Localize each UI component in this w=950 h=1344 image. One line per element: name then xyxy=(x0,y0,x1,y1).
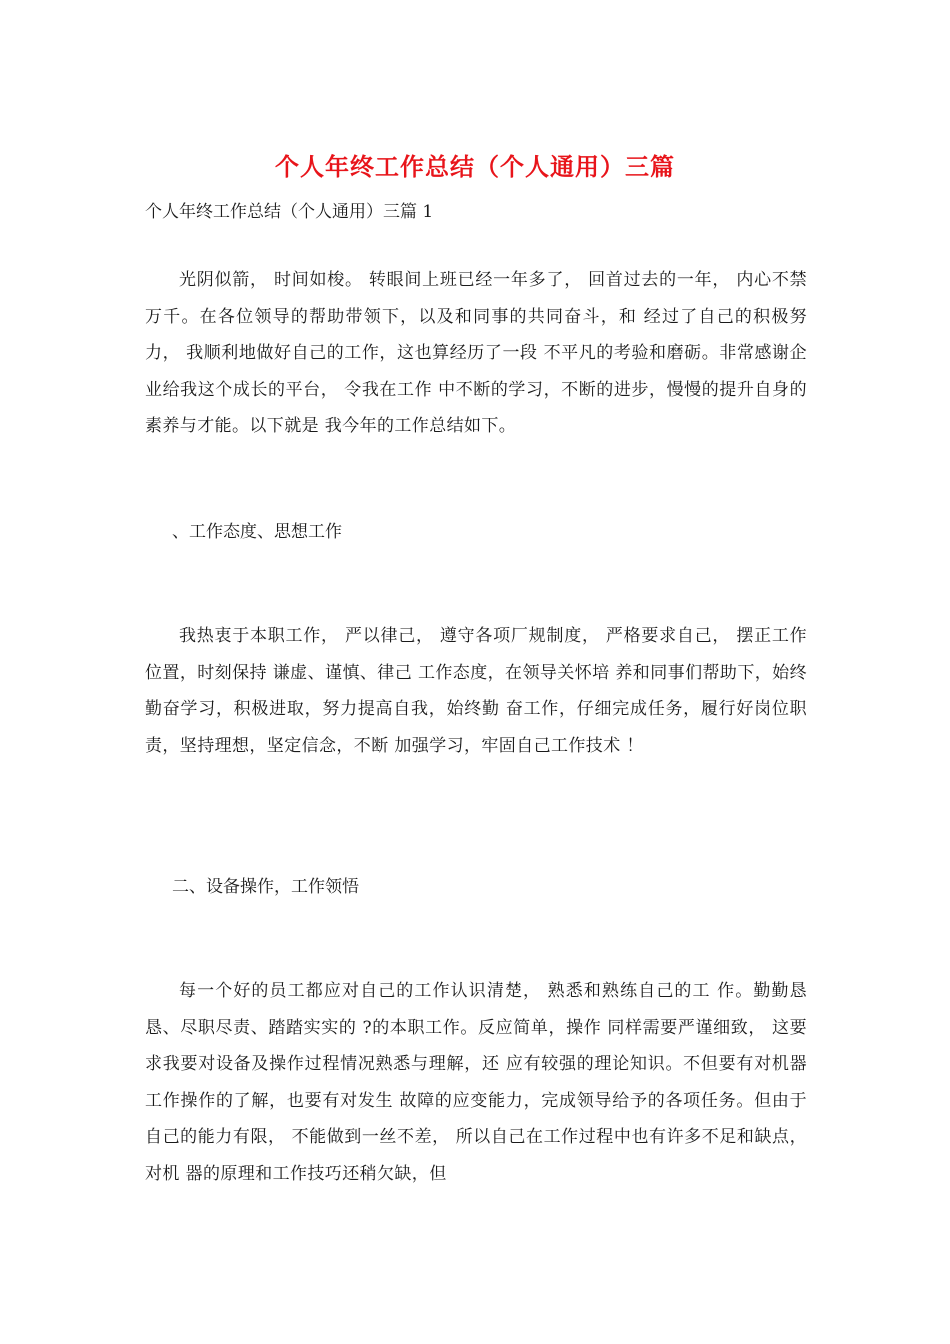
section-heading-attitude: 、工作态度、思想工作 xyxy=(172,522,342,542)
section-heading-equipment: 二、设备操作，工作领悟 xyxy=(172,877,359,897)
paragraph-attitude: 我热衷于本职工作， 严以律己， 遵守各项厂规制度， 严格要求自己， 摆正工作位置，时刻保持 谦虚、谨慎、律己 工作态度，在领导关怀培 养和同事们帮助下，始终勤奋学习，积极进取，努力提高自我，始终勤 奋工作，仔细完成任务，履行好岗位职责，坚持理想，坚定信念，不断 加强学习，牢固自己工作技术 ！ xyxy=(145,626,807,756)
document-subtitle: 个人年终工作总结（个人通用）三篇 1 xyxy=(145,202,434,222)
paragraph-equipment: 每一个好的员工都应对自己的工作认识清楚， 熟悉和熟练自己的工 作。勤勤恳恳、尽职尽责、踏踏实实的 ?的本职工作。反应简单，操作 同样需要严谨细致， 这要求我要对设备及操作过程情况熟悉与理解，还 应有较强的理论知识。不但要有对机器工作操作的了解，也要有对发生 故障的应变能力，完成领导给予的各项任务。但由于自己的能力有限， 不能做到一丝不差， 所以自己在工作过程中也有许多不足和缺点， 对机 器的原理和工作技巧还稍欠缺，但 xyxy=(145,981,807,1184)
document-title: 个人年终工作总结（个人通用）三篇 xyxy=(275,152,675,181)
paragraph-intro: 光阴似箭， 时间如梭。 转眼间上班已经一年多了， 回首过去的一年， 内心不禁万千。在各位领导的帮助带领下，以及和同事的共同奋斗，和 经过了自己的积极努力， 我顺利地做好自己的工作，这也算经历了一段 不平凡的考验和磨砺。非常感谢企业给我这个成长的平台， 令我在工作 中不断的学习，不断的进步，慢慢的提升自身的素养与才能。以下就是 我今年的工作总结如下。 xyxy=(145,270,807,436)
